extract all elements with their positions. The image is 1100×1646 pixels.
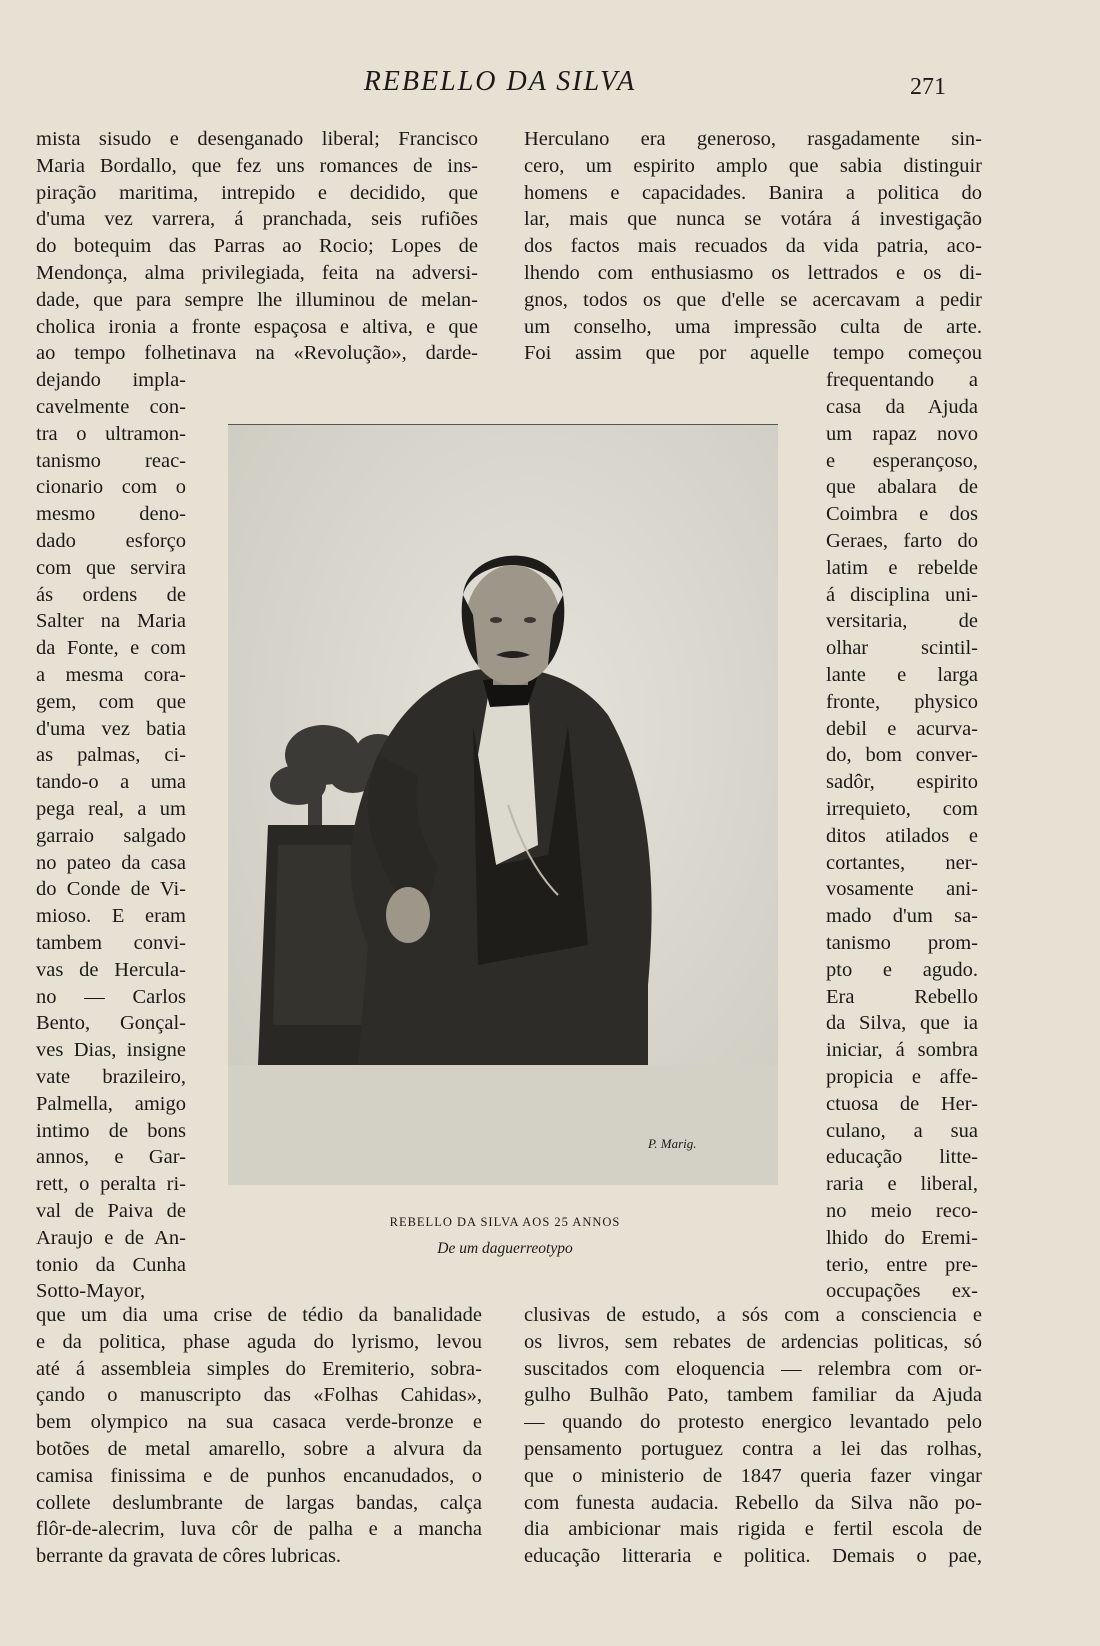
left-column-line: cionario com o xyxy=(36,476,186,499)
left-column-line: rett, o peralta ri- xyxy=(36,1173,186,1196)
right-column-line: lhido do Eremi- xyxy=(826,1226,978,1249)
right-column-line: suscitados com eloquencia — relembra com or- xyxy=(524,1357,982,1380)
right-column-line: da Silva, que ia xyxy=(826,1012,978,1035)
right-column-line: pensamento portuguez contra a lei das rolhas, xyxy=(524,1438,982,1460)
right-column-line: Era Rebello xyxy=(826,985,978,1008)
right-column-line: homens e capacidades. Banira a politica do xyxy=(524,181,982,204)
left-column-line: d'uma vez varrera, á pranchada, seis rufiões xyxy=(36,208,478,231)
left-column-line: botões de metal amarello, sobre a alvura da xyxy=(36,1438,482,1460)
left-column-line: garraio salgado xyxy=(36,824,186,847)
left-column-line: Mendonça, alma privilegiada, feita na adversi- xyxy=(36,262,478,284)
right-column-line: educação litte- xyxy=(826,1146,978,1169)
right-column-line: do, bom conver- xyxy=(826,744,978,767)
right-column-line: cero, um espirito amplo que sabia distinguir xyxy=(524,154,982,177)
right-column-line: no meio reco- xyxy=(826,1200,978,1222)
right-column-line: um conselho, uma impressão culta de arte. xyxy=(524,315,982,338)
left-column-line: dade, que para sempre lhe illuminou de melan- xyxy=(36,288,478,311)
right-column-line: um rapaz novo xyxy=(826,422,978,445)
left-column-line: que um dia uma crise de tédio da banalidade xyxy=(36,1304,482,1326)
right-column-line: olhar scintil- xyxy=(826,637,978,660)
running-title: REBELLO DA SILVA xyxy=(363,66,637,97)
left-column-line: mesmo deno- xyxy=(36,503,186,526)
right-column-line: clusivas de estudo, a sós com a consciencia e xyxy=(524,1304,982,1326)
portrait-photograph xyxy=(228,424,778,1185)
page-number: 271 xyxy=(910,74,946,100)
right-column-line: com funesta audacia. Rebello da Silva não po- xyxy=(524,1491,982,1514)
right-column-line: sadôr, espirito xyxy=(826,771,978,794)
right-column-line: que abalara de xyxy=(826,476,978,499)
right-column-line: versitaria, de xyxy=(826,610,978,633)
left-column-line: bem olympico na sua casaca verde-bronze e xyxy=(36,1411,482,1434)
right-column-line: fronte, physico xyxy=(826,690,978,713)
right-column-line: educação litteraria e politica. Demais o pae, xyxy=(524,1545,982,1568)
right-column-line: iniciar, á sombra xyxy=(826,1039,978,1062)
left-column-line: as palmas, ci- xyxy=(36,744,186,767)
left-column-line: do botequim das Parras ao Rocio; Lopes de xyxy=(36,235,478,258)
right-column-line: Foi assim que por aquelle tempo começou xyxy=(524,342,982,365)
right-column-line: tanismo prom- xyxy=(826,932,978,954)
left-column-line: com que servira xyxy=(36,556,186,579)
right-column-line: irrequieto, com xyxy=(826,798,978,820)
right-column-line: gnos, todos os que d'elle se acercavam a pedir xyxy=(524,288,982,311)
right-column-line: e esperançoso, xyxy=(826,449,978,472)
left-column-line: val de Paiva de xyxy=(36,1200,186,1222)
left-column-line: annos, e Gar- xyxy=(36,1146,186,1169)
left-column-line: tra o ultramon- xyxy=(36,422,186,445)
right-column-line: propicia e affe- xyxy=(826,1066,978,1088)
right-column-line: pto e agudo. xyxy=(826,958,978,981)
left-column-line: pega real, a um xyxy=(36,798,186,820)
figure-caption: REBELLO DA SILVA AOS 25 ANNOS xyxy=(389,1215,621,1229)
right-column-line: raria e liberal, xyxy=(826,1173,978,1196)
left-column-line: ves Dias, insigne xyxy=(36,1039,186,1062)
left-column-line: mista sisudo e desenganado liberal; Francisco xyxy=(36,128,478,150)
right-column-line: frequentando a xyxy=(826,369,978,392)
left-column-line: e da politica, phase aguda do lyrismo, levou xyxy=(36,1330,482,1353)
right-column-line: Geraes, farto do xyxy=(826,530,978,552)
right-column-line: occupações ex- xyxy=(826,1280,978,1303)
left-column-line: Sotto-Mayor, xyxy=(36,1280,146,1303)
left-column-line: até á assembleia simples do Eremiterio, sobra- xyxy=(36,1357,482,1380)
left-column-line: cholica ironia a fronte espaçosa e altiva, e que xyxy=(36,315,478,338)
right-column-line: latim e rebelde xyxy=(826,556,978,579)
left-column-line: intimo de bons xyxy=(36,1119,186,1142)
right-column-line: á disciplina uni- xyxy=(826,583,978,606)
right-column-line: terio, entre pre- xyxy=(826,1253,978,1276)
left-column-line: dado esforço xyxy=(36,530,186,552)
left-column-line: Maria Bordallo, que fez uns romances de ins- xyxy=(36,154,478,177)
right-column-line: dos factos mais recuados da vida patria, aco- xyxy=(524,235,982,258)
left-column-line: piração maritima, intrepido e decidido, que xyxy=(36,181,478,204)
left-column-line: collete deslumbrante de largas bandas, calça xyxy=(36,1491,482,1514)
left-column-line: Bento, Gonçal- xyxy=(36,1012,186,1035)
left-column-line: ao tempo folhetinava na «Revolução», darde- xyxy=(36,342,478,365)
right-column-line: cortantes, ner- xyxy=(826,851,978,874)
right-column-line: gulho Bulhão Pato, tambem familiar da Ajuda xyxy=(524,1384,982,1407)
right-column-line: dia ambicionar mais rigida e fertil escola de xyxy=(524,1518,982,1541)
left-column-line: mioso. E eram xyxy=(36,905,186,928)
left-column-line: da Fonte, e com xyxy=(36,637,186,660)
left-column-line: a mesma cora- xyxy=(36,664,186,686)
right-column-line: debil e acurva- xyxy=(826,717,978,740)
left-column-line: berrante da gravata de côres lubricas. xyxy=(36,1545,342,1568)
left-column-line: Araujo e de An- xyxy=(36,1226,186,1249)
left-column-line: dejando impla- xyxy=(36,369,186,392)
right-column-line: mado d'um sa- xyxy=(826,905,978,928)
right-column-line: Herculano era generoso, rasgadamente sin- xyxy=(524,128,982,150)
left-column-line: cavelmente con- xyxy=(36,396,186,418)
left-column-line: ás ordens de xyxy=(36,583,186,606)
right-column-line: lar, mais que nunca se votára á investigação xyxy=(524,208,982,231)
left-column-line: vas de Hercula- xyxy=(36,958,186,981)
left-column-line: gem, com que xyxy=(36,690,186,713)
portrait-image xyxy=(228,425,778,1185)
left-column-line: d'uma vez batia xyxy=(36,717,186,740)
right-column-line: os livros, sem rebates de ardencias politicas, só xyxy=(524,1330,982,1353)
right-column-line: — quando do protesto energico levantado pelo xyxy=(524,1411,982,1434)
left-column-line: do Conde de Vi- xyxy=(36,878,186,901)
left-column-line: flôr-de-alecrim, luva côr de palha e a mancha xyxy=(36,1518,482,1541)
left-column-line: vate brazileiro, xyxy=(36,1066,186,1088)
right-column-line: lante e larga xyxy=(826,664,978,686)
right-column-line: casa da Ajuda xyxy=(826,396,978,418)
left-column-line: tambem convi- xyxy=(36,932,186,954)
engraver-signature: P. Marig. xyxy=(648,1136,697,1151)
left-column-line: no pateo da casa xyxy=(36,851,186,874)
left-column-line: çando o manuscripto das «Folhas Cahidas», xyxy=(36,1384,482,1407)
right-column-line: culano, a sua xyxy=(826,1119,978,1142)
right-column-line: vosamente ani- xyxy=(826,878,978,901)
figure-subcaption: De um daguerreotypo xyxy=(437,1240,573,1257)
right-column-line: ctuosa de Her- xyxy=(826,1092,978,1115)
left-column-line: tanismo reac- xyxy=(36,449,186,472)
right-column-line: lhendo com enthusiasmo os lettrados e os di- xyxy=(524,262,982,284)
right-column-line: ditos atilados e xyxy=(826,824,978,847)
left-column-line: tonio da Cunha xyxy=(36,1253,186,1276)
right-column-line: que o ministerio de 1847 queria fazer vingar xyxy=(524,1464,982,1487)
left-column-line: Palmella, amigo xyxy=(36,1092,186,1115)
left-column-line: camisa finissima e de punhos encanudados, o xyxy=(36,1464,482,1487)
left-column-line: tando-o a uma xyxy=(36,771,186,794)
left-column-line: no — Carlos xyxy=(36,985,186,1008)
right-column-line: Coimbra e dos xyxy=(826,503,978,526)
left-column-line: Salter na Maria xyxy=(36,610,186,633)
